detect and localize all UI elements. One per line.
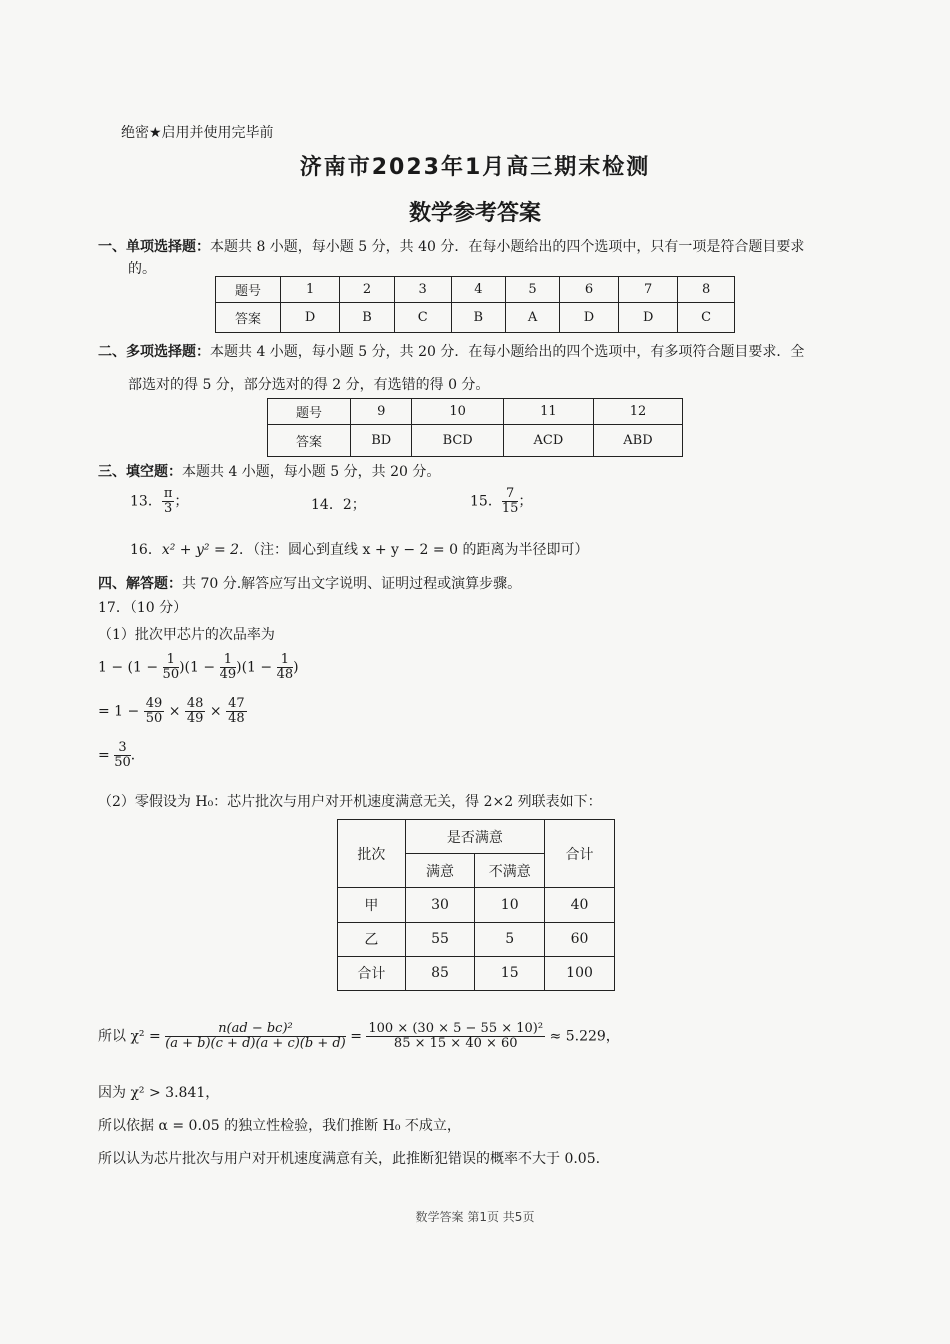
answer-13-semicolon: ； bbox=[174, 493, 189, 510]
table-cell: 2 bbox=[340, 277, 395, 303]
fraction bbox=[277, 653, 294, 682]
table-cell: C bbox=[678, 303, 735, 333]
fraction-denominator: 48 bbox=[276, 667, 294, 682]
part1-intro: （1）批次甲芯片的次品率为 bbox=[98, 627, 275, 643]
section2-heading: 二、多项选择题： bbox=[98, 344, 210, 360]
answer-13-fraction bbox=[162, 487, 175, 516]
part2-intro: （2）零假设为 H₀：芯片批次与用户对开机速度满意无关，得 2×2 列联表如下： bbox=[98, 794, 602, 810]
section1-text1: 本题共 8 小题，每小题 5 分，共 40 分．在每小题给出的四个选项中，只有一项是符合题目要求 bbox=[210, 239, 805, 255]
fraction-denominator: 49 bbox=[219, 667, 237, 682]
fraction-numerator: n(ad − bc)² bbox=[165, 1022, 346, 1037]
fraction-numerator: 1 bbox=[277, 653, 294, 668]
q17-title: 17．（10 分） bbox=[98, 600, 188, 616]
header-total: 合计 bbox=[545, 820, 615, 888]
fraction bbox=[163, 653, 180, 682]
fraction bbox=[226, 697, 247, 726]
eq-text: )(1 − bbox=[236, 659, 277, 676]
section3-text: 本题共 4 小题，每小题 5 分，共 20 分。 bbox=[182, 464, 441, 480]
eq-text: 1 − (1 − bbox=[98, 659, 163, 676]
eq-text: = bbox=[345, 1028, 367, 1045]
section2-text2: 部选对的得 5 分，部分选对的得 2 分，有选错的得 0 分。 bbox=[128, 377, 490, 393]
section1-text2: 的。 bbox=[128, 261, 156, 277]
eq-text: ． bbox=[130, 747, 145, 764]
fraction-numerator: π bbox=[163, 486, 173, 501]
answer-14: 14．2； bbox=[311, 497, 366, 513]
page-title: 济南市2023年1月高三期末检测 bbox=[299, 155, 651, 180]
table-cell: 15 bbox=[475, 956, 545, 990]
answer-16-label: 16． bbox=[130, 542, 162, 558]
fraction-numerator: 47 bbox=[228, 696, 245, 711]
eq-text: ) bbox=[293, 659, 299, 676]
header-satisfied-question: 是否满意 bbox=[405, 820, 544, 854]
table-cell: 4 bbox=[451, 277, 506, 303]
table-cell: 10 bbox=[475, 888, 545, 922]
fraction bbox=[220, 653, 237, 682]
table-cell: C bbox=[394, 303, 451, 333]
table-cell: D bbox=[619, 303, 678, 333]
header-satisfied: 满意 bbox=[405, 854, 475, 888]
header-unsatisfied: 不满意 bbox=[475, 854, 545, 888]
table-row bbox=[338, 956, 615, 990]
table-cell: B bbox=[451, 303, 506, 333]
fraction-denominator: 50 bbox=[162, 667, 180, 682]
table-cell: 30 bbox=[405, 888, 475, 922]
page-subtitle: 数学参考答案 bbox=[408, 201, 541, 226]
answer-15 bbox=[470, 487, 532, 516]
table-row-label: 答案 bbox=[268, 425, 351, 457]
table-row-label: 题号 bbox=[268, 399, 351, 425]
equation-3 bbox=[98, 741, 145, 770]
table-cell: 11 bbox=[503, 399, 593, 425]
table-cell: 8 bbox=[678, 277, 735, 303]
section2-line1 bbox=[98, 341, 804, 361]
contingency-table bbox=[337, 819, 615, 991]
table-cell: 60 bbox=[545, 922, 615, 956]
section4-line bbox=[98, 573, 521, 593]
multi-choice-answer-table bbox=[267, 398, 683, 457]
fraction-denominator: 15 bbox=[501, 501, 519, 516]
table-cell: 6 bbox=[559, 277, 618, 303]
table-cell: 12 bbox=[593, 399, 682, 425]
table-cell: ABD bbox=[593, 425, 682, 457]
section3-line bbox=[98, 461, 440, 481]
table-cell: 40 bbox=[545, 888, 615, 922]
eq-text: × bbox=[164, 703, 185, 720]
section3-heading: 三、填空题： bbox=[98, 464, 182, 480]
chi-square-formula bbox=[98, 1022, 620, 1051]
header-batch: 批次 bbox=[338, 820, 406, 888]
table-cell: 合计 bbox=[338, 956, 406, 990]
fraction-numerator: 48 bbox=[186, 696, 204, 711]
table-cell: B bbox=[340, 303, 395, 333]
conclusion-line: 所以认为芯片批次与用户对开机速度满意有关，此推断犯错误的概率不大于 0.05. bbox=[98, 1151, 601, 1167]
section1-line1 bbox=[98, 236, 804, 256]
because-line: 因为 χ² > 3.841， bbox=[98, 1085, 220, 1101]
equation-1 bbox=[98, 653, 299, 682]
table-cell: BCD bbox=[412, 425, 503, 457]
table-cell: 乙 bbox=[338, 922, 406, 956]
table-cell: 甲 bbox=[338, 888, 406, 922]
answer-13 bbox=[130, 487, 188, 516]
fraction-denominator: 50 bbox=[114, 755, 131, 770]
fraction bbox=[114, 741, 131, 770]
eq-text: )(1 − bbox=[179, 659, 220, 676]
fraction-numerator: 7 bbox=[502, 487, 519, 502]
answer-15-label: 15． bbox=[470, 493, 502, 510]
answer-15-fraction bbox=[502, 487, 519, 516]
section4-heading: 四、解答题： bbox=[98, 576, 182, 592]
answer-16-note: ．（注：圆心到直线 x + y − 2 = 0 的距离为半径即可） bbox=[239, 542, 589, 558]
table-cell: D bbox=[559, 303, 618, 333]
fraction-denominator: (a + b)(c + d)(a + c)(b + d) bbox=[165, 1036, 346, 1051]
chi-value-fraction bbox=[366, 1022, 545, 1051]
table-cell: 5 bbox=[506, 277, 560, 303]
eq-text: 所以 χ² = bbox=[98, 1028, 166, 1045]
fraction-denominator: 85 × 15 × 40 × 60 bbox=[393, 1036, 518, 1051]
fraction-numerator: 1 bbox=[220, 653, 237, 668]
table-row bbox=[338, 922, 615, 956]
eq-text: × bbox=[205, 703, 227, 720]
table-cell: D bbox=[281, 303, 340, 333]
fraction-numerator: 49 bbox=[145, 696, 163, 711]
eq-text: = bbox=[98, 747, 115, 764]
fraction-denominator: 49 bbox=[186, 711, 204, 726]
table-cell: 1 bbox=[281, 277, 340, 303]
table-cell: 7 bbox=[619, 277, 678, 303]
answer-15-semicolon: ； bbox=[518, 493, 533, 510]
chi-formula-fraction bbox=[165, 1022, 346, 1051]
table-cell: 85 bbox=[405, 956, 475, 990]
table-cell: 9 bbox=[351, 399, 412, 425]
fraction-denominator: 50 bbox=[145, 711, 163, 726]
section4-text: 共 70 分.解答应写出文字说明、证明过程或演算步骤。 bbox=[182, 576, 522, 592]
fraction-denominator: 48 bbox=[228, 711, 245, 726]
table-row bbox=[338, 888, 615, 922]
table-row-label: 题号 bbox=[216, 277, 281, 303]
answer-16 bbox=[130, 539, 588, 559]
fraction-numerator: 1 bbox=[163, 653, 180, 668]
single-choice-answer-table bbox=[215, 276, 735, 333]
table-cell: A bbox=[506, 303, 560, 333]
confidential-label: 绝密★启用并使用完毕前 bbox=[121, 125, 274, 141]
eq-text: = 1 − bbox=[98, 703, 144, 720]
answer-16-equation: x² + y² = 2 bbox=[161, 542, 240, 558]
table-cell: BD bbox=[351, 425, 412, 457]
fraction-denominator: 3 bbox=[163, 501, 173, 516]
table-cell: 55 bbox=[405, 922, 475, 956]
test-line: 所以依据 α = 0.05 的独立性检验，我们推断 H₀ 不成立， bbox=[98, 1118, 461, 1134]
section2-text1: 本题共 4 小题，每小题 5 分，共 20 分．在每小题给出的四个选项中，有多项符合题目要求．全 bbox=[210, 344, 805, 360]
fraction bbox=[185, 697, 206, 726]
table-cell: 5 bbox=[475, 922, 545, 956]
fraction-numerator: 100 × (30 × 5 − 55 × 10)² bbox=[368, 1021, 544, 1036]
table-row-label: 答案 bbox=[216, 303, 281, 333]
answer-13-label: 13． bbox=[130, 493, 162, 510]
section1-heading: 一、单项选择题： bbox=[98, 239, 210, 255]
table-cell: 3 bbox=[394, 277, 451, 303]
equation-2 bbox=[98, 697, 247, 726]
eq-text: ≈ 5.229， bbox=[545, 1028, 620, 1045]
table-cell: 10 bbox=[412, 399, 503, 425]
page-footer: 数学答案 第1页 共5页 bbox=[415, 1210, 535, 1224]
table-cell: 100 bbox=[545, 956, 615, 990]
fraction bbox=[144, 697, 165, 726]
fraction-numerator: 3 bbox=[114, 741, 131, 756]
table-cell: ACD bbox=[503, 425, 593, 457]
